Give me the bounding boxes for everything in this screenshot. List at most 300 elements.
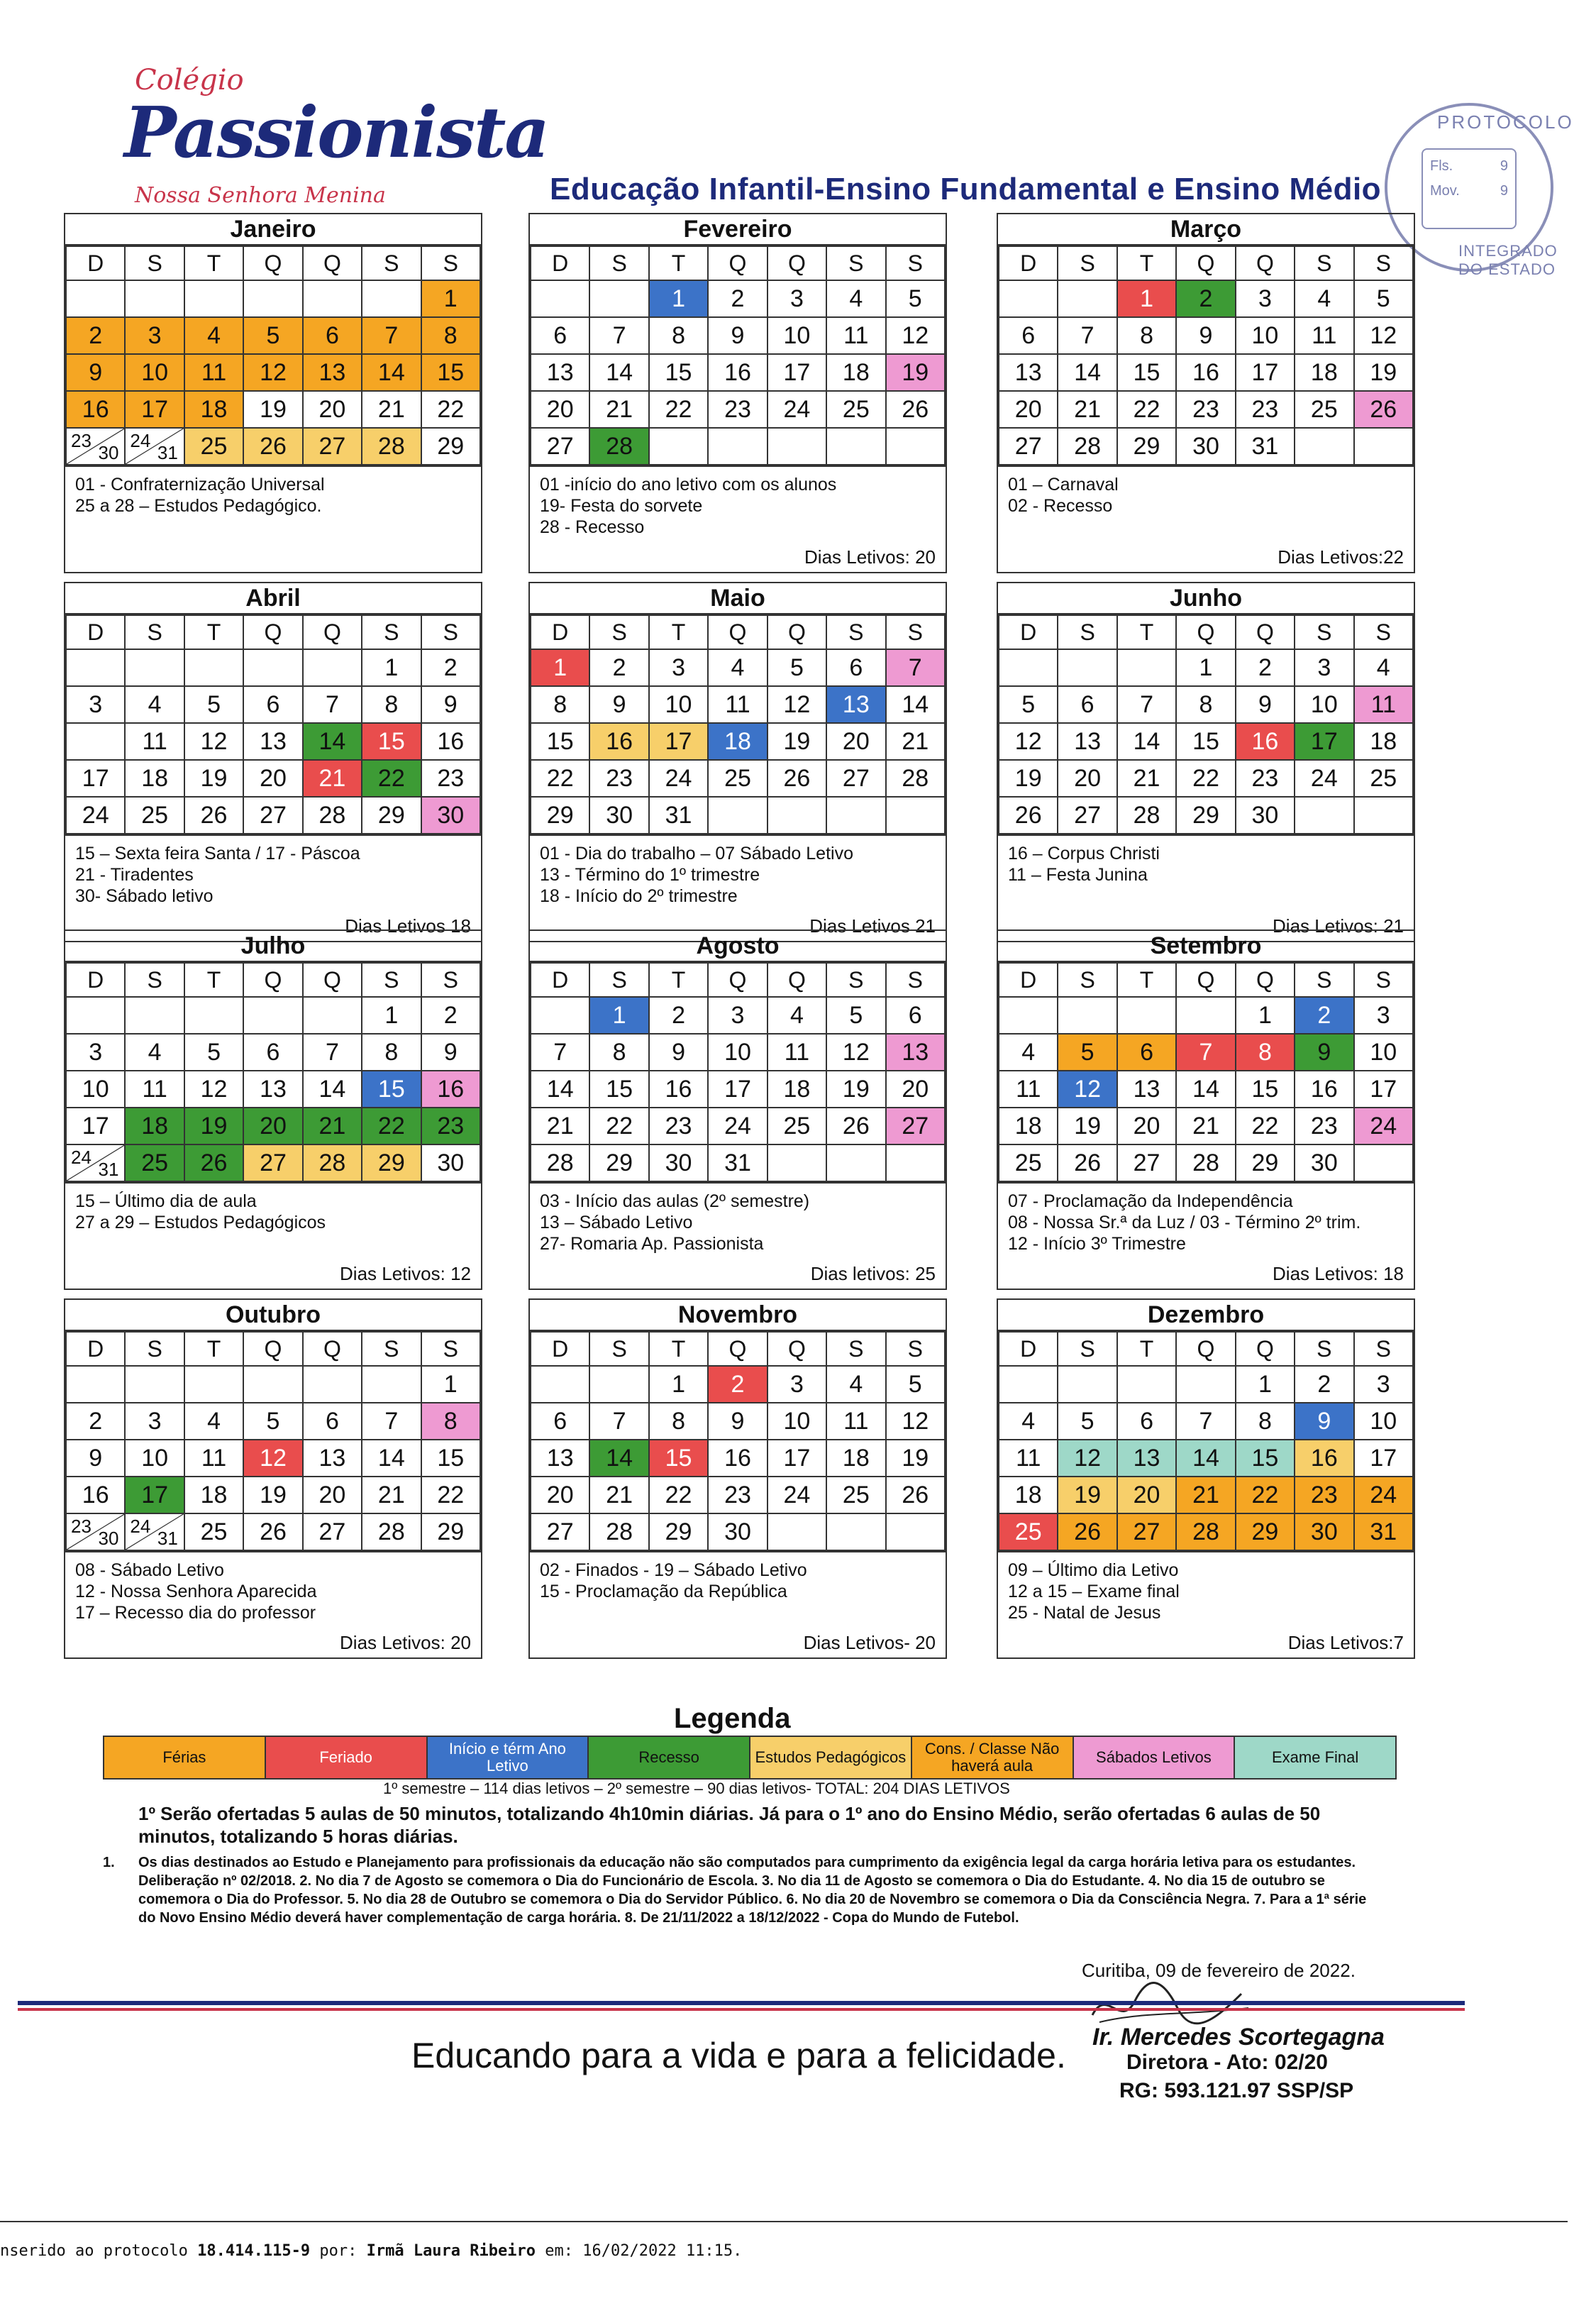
weekday-header: Q [303, 615, 362, 649]
day-cell [125, 1366, 184, 1403]
day-cell: 14 [1058, 354, 1116, 391]
day-cell: 13 [243, 723, 302, 760]
month-name: Maio [530, 583, 946, 614]
month-notes [998, 834, 1414, 941]
day-cell: 24 [1354, 1108, 1413, 1144]
day-cell: 8 [1236, 1034, 1295, 1071]
weekday-header: T [1117, 963, 1176, 997]
dias-letivos: Dias Letivos: 12 [340, 1263, 471, 1284]
day-cell: 6 [1117, 1034, 1176, 1071]
day-cell: 1 [649, 280, 708, 317]
day-cell: 31 [1354, 1513, 1413, 1550]
day-cell: 22 [362, 760, 421, 797]
day-cell: 20 [303, 391, 362, 428]
day-cell: 25 [1295, 391, 1353, 428]
day-cell: 23 [1295, 1108, 1353, 1144]
day-cell: 15 [362, 723, 421, 760]
weekday-header: S [125, 246, 184, 280]
day-cell: 8 [1117, 317, 1176, 354]
day-cell: 28 [1176, 1144, 1235, 1181]
day-cell: 10 [767, 1403, 826, 1440]
day-cell [531, 280, 589, 317]
day-cell: 5 [886, 1366, 945, 1403]
day-cell: 2 [1176, 280, 1235, 317]
day-cell: 25 [826, 391, 885, 428]
footer-name: Irmã Laura Ribeiro [366, 2242, 536, 2260]
day-cell: 1 [1176, 649, 1235, 686]
day-cell [767, 797, 826, 834]
weekday-header: Q [243, 246, 302, 280]
day-cell: 26 [826, 1108, 885, 1144]
day-cell: 21 [1117, 760, 1176, 797]
weekday-header: T [1117, 615, 1176, 649]
day-cell: 20 [303, 1477, 362, 1513]
day-cell [125, 1513, 184, 1550]
day-cell: 9 [1295, 1034, 1353, 1071]
footer-at: em: 16/02/2022 11:15. [536, 2242, 743, 2260]
day-cell: 13 [826, 686, 885, 723]
day-cell: 1 [531, 649, 589, 686]
month-notes [530, 834, 946, 941]
day-cell: 9 [589, 686, 648, 723]
day-cell: 25 [184, 1513, 243, 1550]
day-cell: 29 [1117, 428, 1176, 465]
day-cell: 12 [243, 354, 302, 391]
day-cell: 20 [531, 391, 589, 428]
day-cell: 6 [826, 649, 885, 686]
weekday-header: S [125, 963, 184, 997]
day-cell [66, 723, 125, 760]
day-cell [66, 1366, 125, 1403]
day-cell: 11 [125, 723, 184, 760]
note-line: 01 - Dia do trabalho – 07 Sábado Letivo [540, 844, 853, 864]
weekday-header: T [649, 963, 708, 997]
day-cell: 31 [708, 1144, 767, 1181]
day-cell: 9 [708, 1403, 767, 1440]
weekday-header: S [421, 615, 480, 649]
day-cell: 6 [999, 317, 1058, 354]
day-cell: 1 [1236, 997, 1295, 1034]
day-cell: 10 [1354, 1034, 1413, 1071]
day-cell: 23 [708, 391, 767, 428]
weekday-header: S [826, 963, 885, 997]
note-line: 27 a 29 – Estudos Pedagógicos [75, 1213, 326, 1232]
day-cell: 10 [125, 354, 184, 391]
weekday-header: S [1354, 963, 1413, 997]
day-cell: 23 [421, 760, 480, 797]
day-cell: 2 [1236, 649, 1295, 686]
day-cell: 3 [66, 686, 125, 723]
weekday-header: Q [708, 963, 767, 997]
day-cell: 5 [184, 1034, 243, 1071]
day-cell: 3 [66, 1034, 125, 1071]
footer-divider-red [18, 2008, 1465, 2011]
day-cell: 29 [1236, 1144, 1295, 1181]
day-cell: 26 [1058, 1513, 1116, 1550]
month-name: Julho [65, 931, 481, 962]
month-julho [64, 929, 482, 1290]
day-cell: 19 [243, 391, 302, 428]
weekday-header: T [1117, 246, 1176, 280]
weekday-header: S [886, 1332, 945, 1366]
day-cell: 15 [649, 1440, 708, 1477]
day-cell: 4 [826, 1366, 885, 1403]
day-cell: 31 [649, 797, 708, 834]
footer-divider-blue [18, 2001, 1465, 2005]
day-cell: 28 [303, 797, 362, 834]
weekday-header: D [999, 963, 1058, 997]
note-line: 15 - Proclamação da República [540, 1582, 787, 1601]
day-cell: 15 [589, 1071, 648, 1108]
day-cell: 15 [649, 354, 708, 391]
weekday-header: S [1058, 1332, 1116, 1366]
day-part: 24 [71, 1147, 92, 1168]
weekday-header: D [999, 1332, 1058, 1366]
month-table [65, 1331, 481, 1551]
day-cell [999, 1366, 1058, 1403]
day-cell: 13 [886, 1034, 945, 1071]
day-cell: 22 [649, 391, 708, 428]
day-cell: 19 [999, 760, 1058, 797]
day-cell: 16 [708, 1440, 767, 1477]
day-cell: 16 [421, 723, 480, 760]
month-table [998, 1331, 1414, 1551]
day-cell: 5 [1058, 1403, 1116, 1440]
month-abril [64, 582, 482, 942]
day-cell: 8 [421, 317, 480, 354]
weekday-header: D [66, 1332, 125, 1366]
month-name: Junho [998, 583, 1414, 614]
day-cell: 28 [589, 1513, 648, 1550]
day-cell: 29 [362, 797, 421, 834]
day-cell: 13 [531, 354, 589, 391]
day-cell: 6 [531, 1403, 589, 1440]
day-cell: 7 [362, 317, 421, 354]
day-cell: 9 [1295, 1403, 1353, 1440]
note-line: 12 - Início 3º Trimestre [1008, 1234, 1186, 1254]
day-cell: 5 [1058, 1034, 1116, 1071]
day-cell: 8 [531, 686, 589, 723]
day-cell [303, 1366, 362, 1403]
weekday-header: Q [303, 1332, 362, 1366]
day-cell: 23 [589, 760, 648, 797]
day-cell [66, 1144, 125, 1181]
day-cell [66, 428, 125, 465]
dias-letivos: Dias Letivos 18 [345, 915, 471, 937]
day-cell: 3 [1354, 997, 1413, 1034]
day-cell: 8 [421, 1403, 480, 1440]
note-line: 02 - Recesso [1008, 496, 1113, 516]
day-cell: 18 [708, 723, 767, 760]
weekday-header: S [886, 246, 945, 280]
day-cell: 30 [1295, 1513, 1353, 1550]
weekday-header: S [1058, 615, 1116, 649]
day-cell: 12 [767, 686, 826, 723]
day-cell: 29 [589, 1144, 648, 1181]
day-cell: 23 [421, 1108, 480, 1144]
weekday-header: Q [1176, 1332, 1235, 1366]
day-cell: 14 [303, 1071, 362, 1108]
note-line: 12 - Nossa Senhora Aparecida [75, 1582, 317, 1601]
day-cell: 12 [1354, 317, 1413, 354]
day-cell: 17 [66, 1108, 125, 1144]
day-cell: 17 [1354, 1440, 1413, 1477]
legend-feriado: Feriado [266, 1737, 428, 1778]
stamp-fls-value: 9 [1500, 158, 1508, 174]
day-cell: 24 [1295, 760, 1353, 797]
weekday-header: D [999, 615, 1058, 649]
day-cell [303, 997, 362, 1034]
weekday-header: T [184, 963, 243, 997]
day-cell [184, 280, 243, 317]
note-line: 15 – Sexta feira Santa / 17 - Páscoa [75, 844, 360, 864]
weekday-header: S [421, 963, 480, 997]
day-cell: 4 [184, 1403, 243, 1440]
city-date: Curitiba, 09 de fevereiro de 2022. [1082, 1960, 1356, 1981]
day-cell: 12 [999, 723, 1058, 760]
month-name: Novembro [530, 1300, 946, 1331]
weekday-header: S [589, 615, 648, 649]
weekday-header: T [184, 615, 243, 649]
month-notes [998, 1551, 1414, 1657]
day-cell: 16 [1176, 354, 1235, 391]
month-novembro [528, 1298, 947, 1659]
day-cell [125, 428, 184, 465]
day-cell: 10 [708, 1034, 767, 1071]
day-cell: 30 [1176, 428, 1235, 465]
note-line: 13 - Término do 1º trimestre [540, 865, 760, 885]
day-cell: 2 [66, 317, 125, 354]
day-cell: 11 [826, 317, 885, 354]
day-cell: 24 [708, 1108, 767, 1144]
month-name: Fevereiro [530, 214, 946, 246]
weekday-header: Q [1236, 1332, 1295, 1366]
weekday-header: T [184, 246, 243, 280]
month-table [65, 962, 481, 1182]
note-line: 01 - Confraternização Universal [75, 475, 325, 495]
month-table [530, 614, 946, 834]
day-cell: 6 [303, 1403, 362, 1440]
day-cell: 3 [1236, 280, 1295, 317]
weekday-header: T [649, 1332, 708, 1366]
day-cell: 28 [589, 428, 648, 465]
day-part: 23 [71, 1516, 92, 1537]
day-cell: 7 [886, 649, 945, 686]
weekday-header: D [66, 963, 125, 997]
day-cell: 19 [243, 1477, 302, 1513]
legend-sabados: Sábados Letivos [1074, 1737, 1236, 1778]
day-cell: 3 [125, 1403, 184, 1440]
day-cell: 17 [1354, 1071, 1413, 1108]
note-line: 08 - Nossa Sr.ª da Luz / 03 - Término 2º trim. [1008, 1213, 1361, 1232]
month-name: Março [998, 214, 1414, 246]
note-line: 03 - Início das aulas (2º semestre) [540, 1191, 810, 1211]
day-cell: 2 [708, 1366, 767, 1403]
day-cell: 9 [708, 317, 767, 354]
day-cell: 12 [184, 1071, 243, 1108]
day-cell [1354, 1144, 1413, 1181]
dias-letivos: Dias Letivos: 20 [340, 1632, 471, 1653]
day-part: 31 [157, 442, 178, 463]
day-cell [767, 1144, 826, 1181]
day-cell: 11 [184, 1440, 243, 1477]
day-cell: 26 [767, 760, 826, 797]
weekday-header: D [999, 246, 1058, 280]
day-cell: 27 [999, 428, 1058, 465]
month-notes [65, 465, 481, 572]
day-cell: 25 [184, 428, 243, 465]
day-cell: 27 [1117, 1144, 1176, 1181]
day-cell: 12 [886, 1403, 945, 1440]
day-cell: 4 [125, 1034, 184, 1071]
day-cell: 23 [1236, 391, 1295, 428]
day-cell: 2 [1295, 1366, 1353, 1403]
day-cell: 5 [184, 686, 243, 723]
month-notes [530, 1182, 946, 1289]
day-cell: 9 [1236, 686, 1295, 723]
day-cell: 25 [125, 1144, 184, 1181]
day-cell: 14 [589, 1440, 648, 1477]
weekday-header: S [1295, 246, 1353, 280]
note-line: 02 - Finados - 19 – Sábado Letivo [540, 1560, 807, 1580]
day-cell: 1 [421, 280, 480, 317]
day-cell: 17 [66, 760, 125, 797]
day-cell: 19 [1058, 1477, 1116, 1513]
day-cell: 22 [1117, 391, 1176, 428]
day-cell: 12 [826, 1034, 885, 1071]
day-cell: 22 [362, 1108, 421, 1144]
legend-title: Legenda [674, 1703, 791, 1734]
month-dezembro [997, 1298, 1415, 1659]
weekday-header: S [589, 246, 648, 280]
day-cell [66, 997, 125, 1034]
day-cell [589, 280, 648, 317]
day-cell: 7 [1176, 1034, 1235, 1071]
month-name: Abril [65, 583, 481, 614]
weekday-header: T [1117, 1332, 1176, 1366]
day-cell: 18 [184, 391, 243, 428]
day-cell: 16 [66, 391, 125, 428]
day-cell: 1 [362, 649, 421, 686]
day-cell: 17 [767, 1440, 826, 1477]
day-cell: 7 [589, 317, 648, 354]
signer-role: Diretora - Ato: 02/20 [1126, 2051, 1328, 2074]
day-cell [1176, 1366, 1235, 1403]
day-cell: 20 [531, 1477, 589, 1513]
day-cell: 29 [362, 1144, 421, 1181]
day-cell: 17 [1236, 354, 1295, 391]
day-cell: 14 [362, 1440, 421, 1477]
day-cell [886, 797, 945, 834]
day-cell: 11 [125, 1071, 184, 1108]
weekday-header: S [826, 615, 885, 649]
month-notes [998, 465, 1414, 572]
day-cell: 9 [66, 354, 125, 391]
day-cell: 27 [826, 760, 885, 797]
day-cell: 30 [421, 1144, 480, 1181]
month-name: Agosto [530, 931, 946, 962]
day-cell: 21 [589, 1477, 648, 1513]
day-cell [1058, 649, 1116, 686]
day-cell: 15 [531, 723, 589, 760]
weekday-header: D [66, 615, 125, 649]
day-cell [826, 1144, 885, 1181]
day-cell: 22 [421, 391, 480, 428]
stamp-fls-label: Fls. [1430, 158, 1453, 174]
weekday-header: S [125, 615, 184, 649]
day-cell: 17 [1295, 723, 1353, 760]
legend-estudos: Estudos Pedagógicos [750, 1737, 912, 1778]
month-maio [528, 582, 947, 942]
day-cell: 7 [589, 1403, 648, 1440]
day-cell: 26 [243, 428, 302, 465]
month-table [998, 246, 1414, 465]
day-cell: 7 [1176, 1403, 1235, 1440]
weekday-header: Q [1236, 246, 1295, 280]
day-cell [589, 1366, 648, 1403]
day-cell [184, 1366, 243, 1403]
day-cell [184, 649, 243, 686]
day-cell: 28 [303, 1144, 362, 1181]
day-cell: 23 [708, 1477, 767, 1513]
day-cell: 5 [1354, 280, 1413, 317]
day-cell: 29 [421, 1513, 480, 1550]
day-cell: 21 [303, 760, 362, 797]
weekday-header: Q [1236, 963, 1295, 997]
dias-letivos: Dias letivos: 25 [810, 1263, 936, 1284]
day-cell: 26 [184, 797, 243, 834]
day-cell: 6 [243, 686, 302, 723]
day-cell: 1 [1236, 1366, 1295, 1403]
day-cell: 26 [1058, 1144, 1116, 1181]
weekday-header: S [1295, 963, 1353, 997]
weekday-header: Q [303, 246, 362, 280]
note-line: 30- Sábado letivo [75, 886, 214, 906]
weekday-header: S [362, 246, 421, 280]
weekday-header: S [886, 615, 945, 649]
day-cell: 11 [1295, 317, 1353, 354]
day-cell: 13 [303, 1440, 362, 1477]
day-cell [66, 1513, 125, 1550]
day-part: 30 [98, 1528, 119, 1549]
day-cell: 5 [826, 997, 885, 1034]
day-cell [886, 1144, 945, 1181]
day-cell: 2 [589, 649, 648, 686]
day-cell: 26 [1354, 391, 1413, 428]
day-cell: 25 [999, 1513, 1058, 1550]
day-cell: 27 [531, 428, 589, 465]
day-cell: 2 [649, 997, 708, 1034]
day-cell [1117, 997, 1176, 1034]
day-cell: 23 [1295, 1477, 1353, 1513]
signer-name: Ir. Mercedes Scortegagna [1092, 2024, 1385, 2051]
day-cell: 6 [886, 997, 945, 1034]
protocol-footer [0, 2242, 742, 2260]
day-cell: 5 [999, 686, 1058, 723]
day-part: 24 [130, 1516, 151, 1537]
day-cell: 1 [1117, 280, 1176, 317]
day-cell [649, 428, 708, 465]
day-cell: 25 [826, 1477, 885, 1513]
note-line: 28 - Recesso [540, 517, 645, 537]
weekday-header: Q [708, 246, 767, 280]
day-cell: 8 [1176, 686, 1235, 723]
weekday-header: S [1058, 246, 1116, 280]
month-notes [998, 1182, 1414, 1289]
day-cell [1295, 797, 1353, 834]
day-cell: 25 [708, 760, 767, 797]
day-cell: 4 [184, 317, 243, 354]
